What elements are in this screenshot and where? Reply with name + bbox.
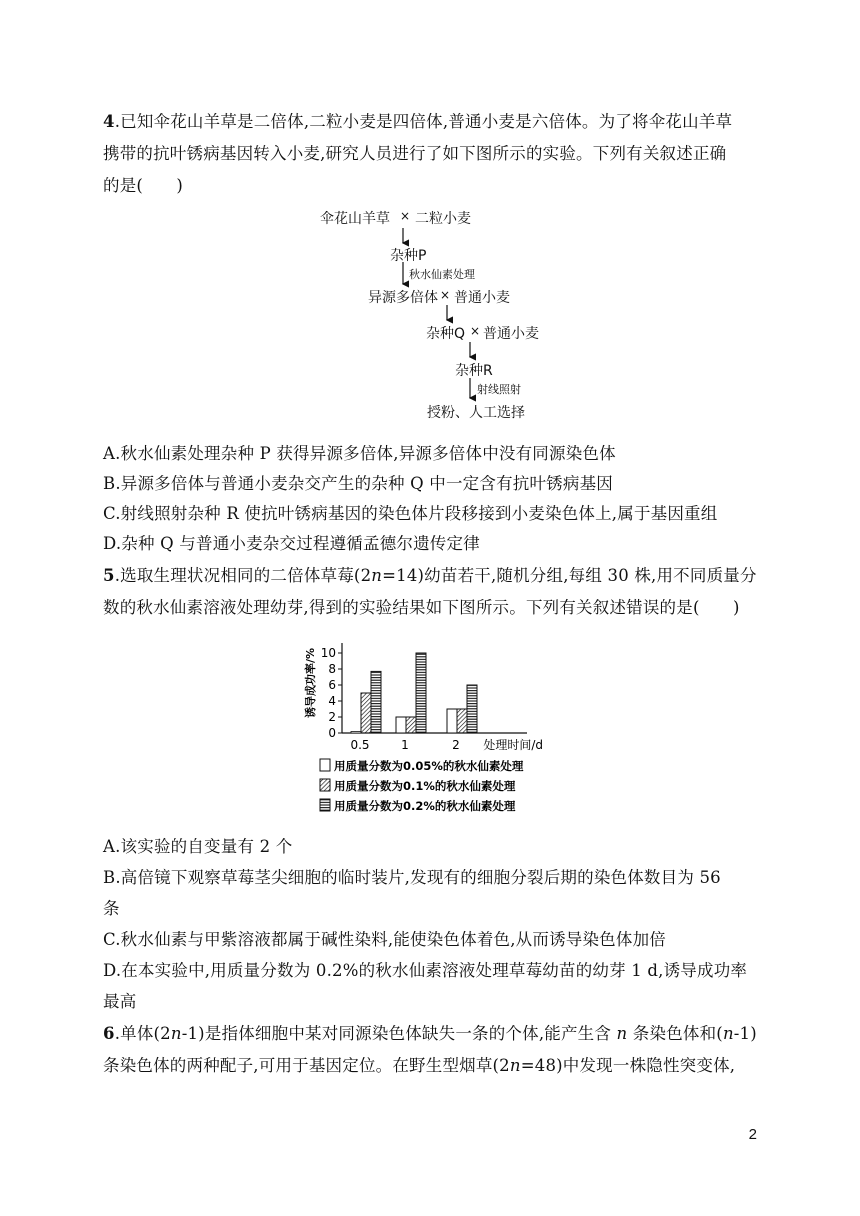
page-number: 2: [748, 1126, 757, 1143]
y-tick-label: 10: [320, 646, 336, 660]
x-tick-label: 0.5: [350, 738, 370, 752]
q4-stem-line-2: 携带的抗叶锈病基因转入小麦,研究人员进行了如下图所示的实验。下列有关叙述正确: [103, 144, 727, 163]
y-tick-label: 8: [328, 662, 336, 676]
q6-italic-n-1: n: [170, 1024, 182, 1043]
flow-node-common-wheat-2: 普通小麦: [483, 326, 539, 342]
bar-blank-0.5: [351, 732, 361, 734]
q5-stem-text-1b: =14)幼苗若干,随机分组,每组 30 株,用不同质量分: [382, 566, 757, 585]
flow-node-aegilops: 伞花山羊草: [320, 211, 390, 227]
bar-horizontal-0.5: [371, 671, 381, 733]
q6-text-2a: 条染色体的两种配子,可用于基因定位。在野生型烟草(2: [103, 1056, 510, 1075]
q5-option-c: C.秋水仙素与甲紫溶液都属于碱性染料,能使染色体着色,从而诱导染色体加倍: [103, 930, 666, 949]
q5-number: 5: [103, 566, 115, 585]
flow-label-radiation: 射线照射: [477, 383, 521, 396]
bar-horizontal-1: [416, 653, 426, 733]
legend-label: 用质量分数为0.2%的秋水仙素处理: [334, 799, 516, 813]
y-tick-label: 0: [328, 726, 336, 740]
x-axis-label: 处理时间/d: [483, 738, 543, 752]
bar-diagonal-1: [406, 717, 416, 733]
bar-horizontal-2: [467, 685, 477, 733]
legend-label: 用质量分数为0.1%的秋水仙素处理: [334, 779, 516, 793]
q5-stem-italic-n: n: [371, 566, 383, 585]
bar-diagonal-0.5: [361, 693, 371, 733]
legend-swatch-diagonal: [320, 779, 330, 791]
y-tick-label: 4: [328, 694, 336, 708]
flow-node-common-wheat-1: 普通小麦: [454, 290, 510, 306]
legend-label: 用质量分数为0.05%的秋水仙素处理: [334, 759, 524, 773]
q4-option-d: D.杂种 Q 与普通小麦杂交过程遵循孟德尔遗传定律: [103, 534, 480, 553]
flow-cross-symbol-2: ×: [440, 288, 451, 302]
q6-italic-n-2: n: [616, 1024, 628, 1043]
q4-option-c: C.射线照射杂种 R 使抗叶锈病基因的染色体片段移接到小麦染色体上,属于基因重组: [103, 504, 718, 523]
q5-option-d-line-1: D.在本实验中,用质量分数为 0.2%的秋水仙素溶液处理草莓幼苗的幼芽 1 d,诱导成功率: [103, 961, 748, 980]
flow-cross-symbol-3: ×: [470, 324, 481, 338]
legend-swatch-horizontal: [320, 799, 330, 811]
flow-node-hybrid-p: 杂种P: [390, 248, 427, 264]
q5-option-a: A.该实验的自变量有 2 个: [103, 837, 293, 856]
q6-text-2b: =48)中发现一株隐性突变体,: [520, 1056, 736, 1075]
q4-stem-line-3: 的是( ): [103, 176, 184, 195]
x-tick-label: 1: [401, 738, 409, 752]
flow-node-emmer-wheat: 二粒小麦: [415, 211, 471, 227]
q4-number: 4: [103, 112, 115, 131]
q6-italic-n-4: n: [509, 1056, 521, 1075]
q5-option-b-line-2: 条: [103, 899, 120, 918]
q4-option-a: A.秋水仙素处理杂种 P 获得异源多倍体,异源多倍体中没有同源染色体: [103, 444, 616, 463]
q6-stem-line-2: [103, 1052, 735, 1076]
q6-text-1c: 条染色体和(: [627, 1024, 723, 1043]
flow-node-hybrid-r: 杂种R: [455, 363, 493, 379]
q5-bar-chart: [290, 625, 590, 820]
q6-italic-n-3: n: [722, 1024, 734, 1043]
y-tick-label: 6: [328, 678, 336, 692]
q4-option-b: B.异源多倍体与普通小麦杂交产生的杂种 Q 中一定含有抗叶锈病基因: [103, 474, 613, 493]
q5-stem-line-1: [103, 562, 757, 586]
flow-arrows: [0, 0, 860, 440]
q6-number: 6: [103, 1024, 115, 1043]
x-tick-label: 2: [452, 738, 460, 752]
flow-node-pollination-selection: 授粉、人工选择: [427, 405, 525, 421]
q6-stem-line-1: [103, 1020, 757, 1044]
q4-stem-text-1: .已知伞花山羊草是二倍体,二粒小麦是四倍体,普通小麦是六倍体。为了将伞花山羊草: [114, 112, 733, 131]
legend-swatch-blank: [320, 759, 330, 771]
flow-label-colchicine: 秋水仙素处理: [409, 268, 475, 281]
q5-option-d-line-2: 最高: [103, 992, 137, 1011]
q5-option-b-line-1: B.高倍镜下观察草莓茎尖细胞的临时装片,发现有的细胞分裂后期的染色体数目为 56: [103, 868, 721, 887]
flow-node-hybrid-q: 杂种Q: [426, 326, 466, 342]
flow-node-allopolyploid: 异源多倍体: [368, 290, 438, 306]
q6-text-1b: -1)是指体细胞中某对同源染色体缺失一条的个体,能产生含: [181, 1024, 617, 1043]
flow-cross-symbol-1: ×: [400, 209, 411, 223]
q6-text-1d: -1): [733, 1024, 757, 1043]
bar-blank-1: [396, 717, 406, 733]
bar-diagonal-2: [457, 709, 467, 733]
y-tick-label: 2: [328, 710, 336, 724]
q5-stem-text-1a: .选取生理状况相同的二倍体草莓(2: [114, 566, 372, 585]
q6-text-1a: .单体(2: [114, 1024, 171, 1043]
bar-blank-2: [447, 709, 457, 733]
q5-stem-line-2: 数的秋水仙素溶液处理幼芽,得到的实验结果如下图所示。下列有关叙述错误的是( ): [103, 598, 740, 617]
y-axis-label: 诱导成功率/%: [304, 647, 317, 719]
